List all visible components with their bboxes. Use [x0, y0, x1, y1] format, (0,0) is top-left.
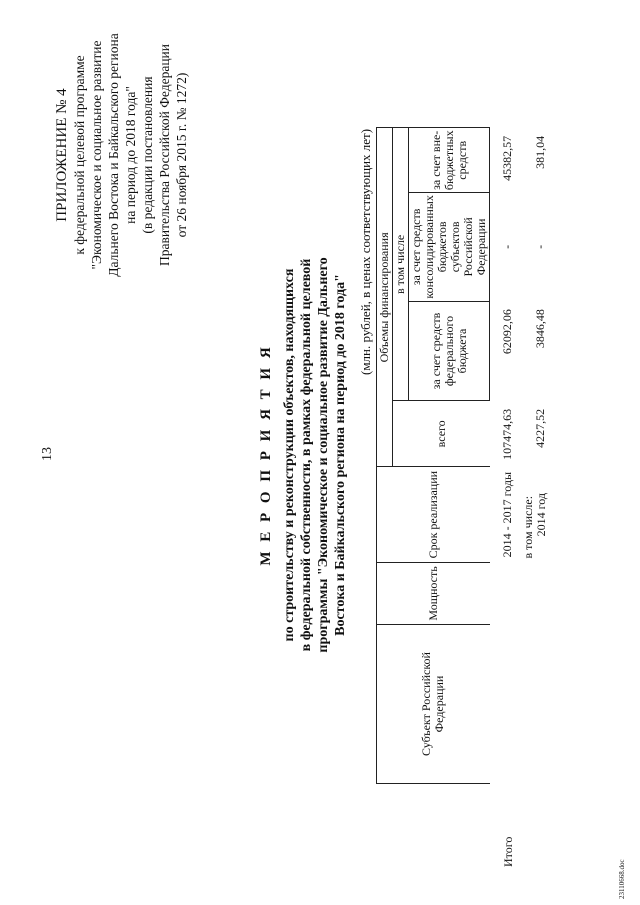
- cell-total: 107474,63: [499, 408, 514, 460]
- financing-table: [376, 7, 549, 875]
- col-header-capacity: Мощность: [377, 563, 490, 625]
- page-number: 13: [40, 447, 55, 461]
- title-line: программы "Экономическое и социальное развитие Дальнего: [316, 257, 331, 653]
- appendix-heading: ПРИЛОЖЕНИЕ № 4: [54, 88, 70, 222]
- title-line: Востока и Байкальского региона на период до 2018 года": [333, 274, 348, 636]
- col-header-extrabudget: за счет вне-бюджетных средств: [409, 128, 490, 193]
- document-title: [258, 245, 349, 665]
- cell-subject: [516, 624, 549, 783]
- footer-code: 23110668.doc: [618, 859, 626, 899]
- table-row: [516, 7, 549, 875]
- title-line: по строительству и реконструкции объектов, находящихся: [282, 268, 297, 642]
- cell-federal: 62092,06: [499, 309, 514, 355]
- col-header-financing: Объемы финансирования: [377, 128, 393, 467]
- cell-regional: -: [533, 244, 547, 249]
- cell-extrabudget: 45382,57: [499, 135, 514, 181]
- units-note: (млн. рублей, в ценах соответствующих лет): [358, 128, 373, 375]
- appendix-block: [54, 5, 190, 305]
- appendix-line: (в редакции постановления: [140, 76, 155, 234]
- cell-total: 4227,52: [533, 408, 547, 448]
- table-row: [490, 7, 516, 875]
- col-header-including: в том числе: [393, 128, 409, 401]
- cell-federal: 3846,48: [533, 309, 547, 349]
- appendix-line: Правительства Российской Федерации: [157, 44, 172, 266]
- cell-capacity: [490, 563, 516, 625]
- cell-period: 2014 - 2017 годы: [499, 471, 514, 558]
- header-row: [377, 7, 393, 875]
- cell-period-wrap: [516, 467, 549, 563]
- col-header-regional: за счет средств консолидированных бюджетов субъектов Российской Федерации: [409, 193, 490, 302]
- cell-regional: -: [499, 244, 514, 249]
- cell-period: 2014 год: [533, 492, 548, 537]
- appendix-line: на период до 2018 года": [123, 86, 138, 224]
- appendix-line: к федеральной целевой программе: [72, 55, 87, 255]
- period-prefix: в том числе:: [520, 495, 535, 559]
- col-header-total: всего: [393, 401, 490, 467]
- col-header-federal: за счет средств федерального бюджета: [409, 301, 490, 401]
- col-header-period: Срок реализации: [377, 467, 490, 563]
- title-heading: М Е Р О П Р И Я Т И Я: [258, 344, 274, 566]
- cell-extrabudget: 381,04: [533, 135, 547, 169]
- col-header-subject: Субъект Российской Федерации: [377, 624, 490, 783]
- row-label: [516, 784, 549, 875]
- cell-capacity: [516, 563, 549, 625]
- row-label: Итого: [500, 836, 515, 867]
- cell-subject: [490, 624, 516, 783]
- appendix-line: от 26 ноября 2015 г. № 1272): [174, 72, 189, 238]
- appendix-line: "Экономическое и социальное развитие: [89, 40, 104, 270]
- appendix-line: Дальнего Востока и Байкальского региона: [106, 33, 121, 277]
- title-line: в федеральной собственности, в рамках федеральной целевой: [299, 258, 314, 652]
